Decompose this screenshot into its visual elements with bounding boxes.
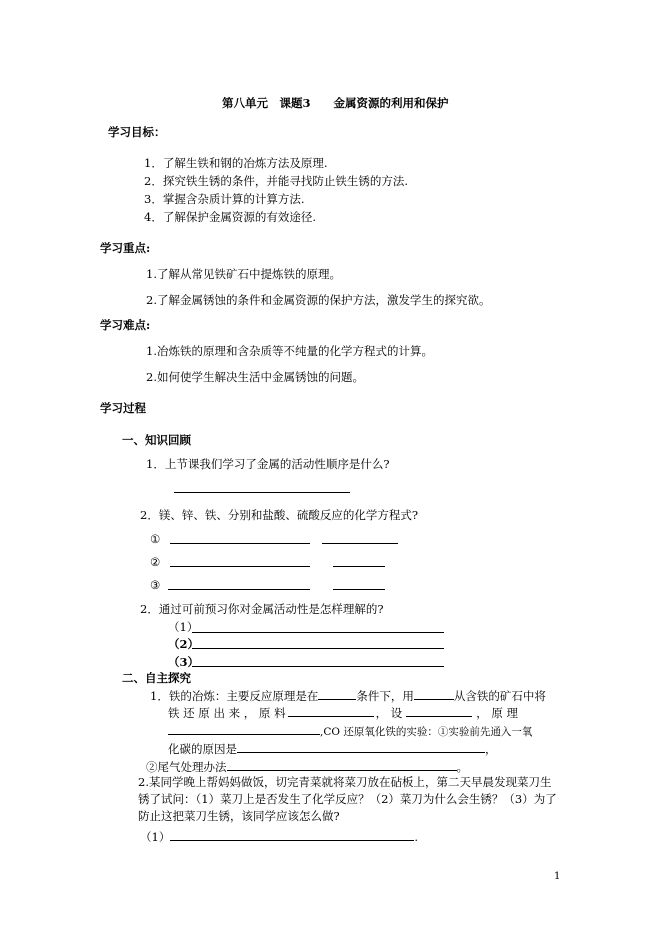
explore-paragraph-line: 锈了试问：（1）菜刀上是否发生了化学反应？（2）菜刀为什么会生锈？（3）为了 bbox=[138, 792, 557, 806]
answer-line bbox=[174, 492, 350, 493]
explore-text: （1） bbox=[140, 830, 171, 844]
goal-item: 3．掌握含杂质计算的计算方法. bbox=[144, 192, 305, 206]
answer-line bbox=[192, 666, 444, 667]
review-question-1: 1．上节课我们学习了金属的活动性顺序是什么? bbox=[146, 457, 390, 471]
key-point-item: 2.了解金属锈蚀的条件和金属资源的保护方法，激发学生的探究欲。 bbox=[146, 293, 491, 307]
explore-text: 。 bbox=[456, 760, 468, 774]
explore-line bbox=[168, 723, 532, 739]
review-question-2: 2．镁、锌、铁、分别和盐酸、硫酸反应的化学方程式? bbox=[140, 508, 418, 522]
sub-answer-label: （2） bbox=[168, 637, 200, 651]
explore-text: 1．铁的冶炼：主要反应原理是在 bbox=[150, 689, 319, 703]
explore-text: 铁 还 原 出 来 ， 原 料 bbox=[168, 706, 286, 720]
answer-line bbox=[333, 566, 385, 567]
answer-line bbox=[322, 543, 398, 544]
answer-line bbox=[170, 566, 310, 567]
explore-text: ,CO 还原氧化铁的实验：①实验前先通入一氧 bbox=[320, 726, 533, 738]
explore-line bbox=[168, 705, 518, 720]
explore-text: 从含铁的矿石中将 bbox=[453, 689, 546, 703]
blank bbox=[227, 759, 457, 771]
answer-line bbox=[168, 589, 310, 590]
explore-paragraph-line: 2.某同学晚上帮妈妈做饭，切完青菜就将菜刀放在砧板上，第二天早晨发现菜刀生 bbox=[138, 775, 552, 789]
key-points-heading: 学习重点: bbox=[100, 241, 151, 255]
process-heading: 学习过程 bbox=[100, 401, 146, 415]
equation-marker: ② bbox=[150, 555, 161, 569]
explore-text: . bbox=[414, 830, 418, 844]
answer-line bbox=[333, 589, 385, 590]
explore-text: ， bbox=[485, 742, 497, 756]
page-title: 第八单元 课题3 金属资源的利用和保护 bbox=[222, 96, 449, 110]
explore-heading: 二、自主探究 bbox=[122, 671, 191, 685]
explore-line bbox=[146, 759, 468, 774]
explore-paragraph-line: 防止这把菜刀生锈，该同学应该怎么做? bbox=[138, 809, 340, 823]
explore-text: 条件下，用 bbox=[356, 689, 414, 703]
answer-line bbox=[192, 648, 444, 649]
difficulties-heading: 学习难点: bbox=[100, 318, 151, 332]
explore-text: 化碳的原因是 bbox=[168, 742, 237, 756]
review-heading: 一、知识回顾 bbox=[122, 433, 191, 447]
explore-text: ， 原 理 bbox=[476, 706, 519, 720]
explore-line bbox=[168, 741, 497, 756]
review-question-3: 2．通过可前预习你对金属活动性是怎样理解的? bbox=[140, 602, 384, 616]
answer-line bbox=[170, 543, 310, 544]
page-number: 1 bbox=[554, 871, 561, 882]
difficulty-item: 1.冶炼铁的原理和含杂质等不纯量的化学方程式的计算。 bbox=[146, 344, 433, 358]
difficulty-item: 2.如何使学生解决生活中金属锈蚀的问题。 bbox=[146, 370, 364, 384]
key-point-item: 1.了解从常见铁矿石中提炼铁的原理。 bbox=[146, 267, 341, 281]
blank bbox=[414, 688, 454, 700]
blank bbox=[170, 829, 414, 841]
answer-line bbox=[192, 632, 444, 633]
goal-item: 1．了解生铁和钢的冶炼方法及原理. bbox=[144, 156, 328, 170]
goals-heading: 学习目标： bbox=[108, 125, 166, 139]
explore-text: ， 设 bbox=[375, 706, 403, 720]
equation-marker: ① bbox=[150, 532, 161, 546]
equation-marker: ③ bbox=[150, 578, 161, 592]
blank bbox=[168, 723, 320, 735]
explore-line bbox=[150, 688, 546, 703]
blank bbox=[406, 705, 472, 717]
explore-text: ②尾气处理办法 bbox=[146, 760, 227, 774]
goal-item: 2．探究铁生锈的条件，并能寻找防止铁生锈的方法. bbox=[144, 174, 408, 188]
sub-answer-label: （3） bbox=[168, 655, 200, 669]
blank bbox=[288, 705, 374, 717]
explore-line bbox=[140, 829, 418, 844]
blank bbox=[237, 741, 485, 753]
blank bbox=[318, 688, 356, 700]
sub-answer-label: （1） bbox=[168, 620, 199, 634]
goal-item: 4．了解保护金属资源的有效途径. bbox=[144, 210, 316, 224]
